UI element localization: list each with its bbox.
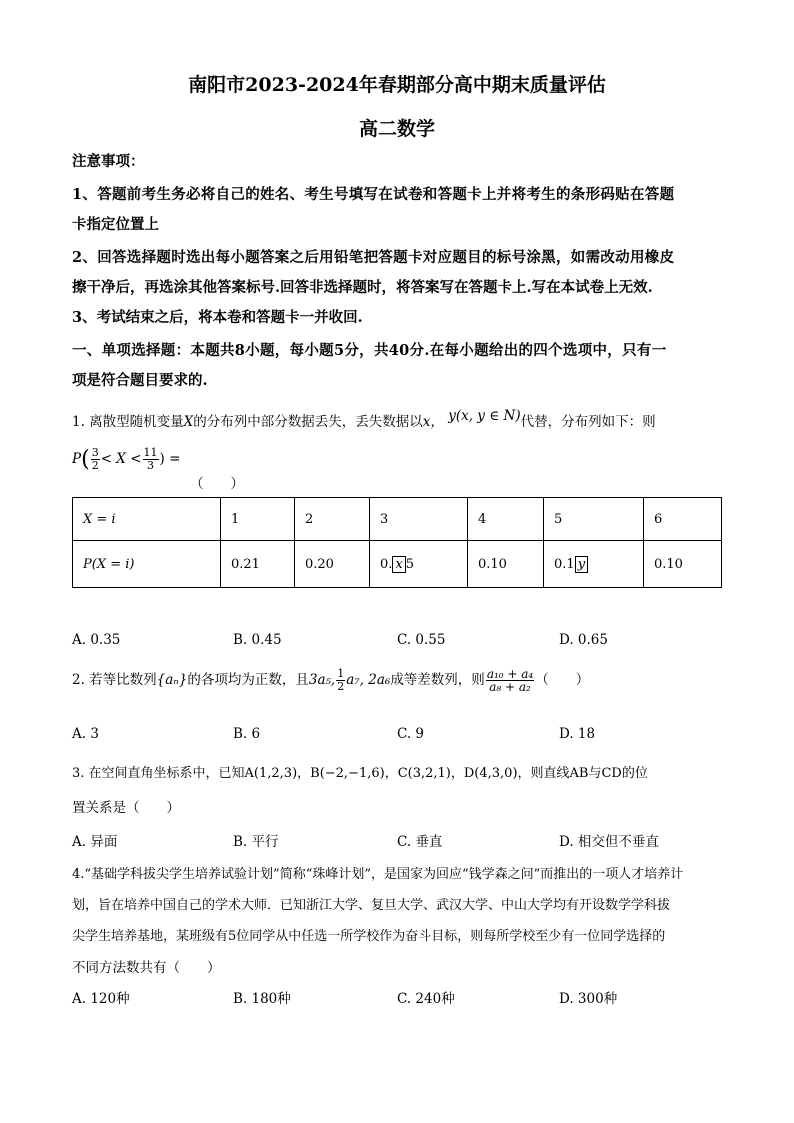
exam-subtitle: 高二数学 — [358, 118, 435, 140]
q2-half-num: 1 — [337, 667, 345, 680]
q3-option-d: D. 相交但不垂直 — [559, 834, 659, 850]
notice-item-2-line-2: 擦干净后，再选涂其他答案标号.回答非选择题时，将答案写在答题卡上.写在本试卷上无效. — [72, 279, 653, 296]
question-3-line-1: 3. 在空间直角坐标系中，已知A(1,2,3)，B(−2,−1,6)，C(3,2,1)，D(4,3,0)，则直线AB与CD的位 — [72, 766, 648, 781]
table-row — [73, 498, 722, 541]
q2-half-den: 2 — [337, 680, 345, 693]
q1-option-a: A. 0.35 — [72, 632, 121, 648]
q1-option-d: D. 0.65 — [559, 632, 608, 648]
q1-text-c: 代替，分布列如下：则 — [520, 414, 656, 430]
q1-frac-3-2 — [91, 447, 100, 472]
question-2-stem — [72, 668, 589, 693]
q2-ratio-den: a₈ + a₂ — [489, 680, 531, 694]
table-cell: 3 — [370, 498, 468, 541]
q4-option-b: B. 180种 — [233, 991, 291, 1007]
q2-text-c: 成等差数列，则 — [390, 672, 485, 688]
q2-ratio — [486, 668, 534, 693]
q1-option-b: B. 0.45 — [233, 632, 282, 648]
table-cell-missing-x — [370, 541, 468, 588]
q4-option-c: C. 240种 — [397, 991, 455, 1007]
q2-terms-b: a₇, 2a₆ — [346, 672, 391, 688]
notice-item-1-line-2: 卡指定位置上 — [72, 216, 159, 233]
question-4-line-3: 尖学生培养基地，某班级有5位同学从中任选一所学校作为奋斗目标，则每所学校至少有一位同学选择的 — [72, 929, 666, 944]
q2-option-c: C. 9 — [397, 726, 425, 742]
table-cell: 5 — [544, 498, 644, 541]
q1-option-c: C. 0.55 — [397, 632, 446, 648]
q2-option-b: B. 6 — [233, 726, 261, 742]
q1-frac1-den: 2 — [91, 459, 99, 472]
question-1-probability: P( $\frac{3}{2}$ < X < $\frac{11}{3}$ ) = — [72, 446, 181, 472]
notice-item-2-line-1: 2、回答选择题时选出每小题答案之后用铅笔把答题卡对应题目的标号涂黑，如需改动用橡皮 — [72, 249, 675, 266]
question-4-line-2: 划，旨在培养中国自己的学术大师．已知浙江大学、复旦大学、武汉大学、中山大学均有开设数学学科拔 — [72, 898, 671, 913]
q2-half — [336, 668, 345, 693]
q1-frac2-num: 11 — [143, 446, 158, 459]
q1-text-b: 的分布列中部分数据丢失，丢失数据以 — [193, 414, 423, 430]
q1-text-a: 1. 离散型随机变量 — [72, 414, 184, 430]
q1-prob-suffix: ) = — [159, 451, 181, 467]
question-4-line-4: 不同方法数共有（ ） — [72, 960, 221, 976]
q1-frac2-den: 3 — [147, 459, 155, 472]
table-cell: 6 — [644, 498, 722, 541]
q1-y-expr: y(x, y ∈ N) — [448, 408, 521, 424]
q3-option-b: B. 平行 — [233, 834, 279, 850]
table-cell: 1 — [221, 498, 295, 541]
table-row-label-x: X = i — [73, 498, 221, 541]
q2-text-a: 2. 若等比数列 — [72, 672, 157, 688]
q2-ratio-num: a₁₀ + a₄ — [486, 667, 534, 681]
q1-ineq: < X < — [100, 451, 142, 467]
section-1-line-1: 一、单项选择题：本题共8小题，每小题5分，共40分.在每小题给出的四个选项中，只有一 — [72, 342, 667, 359]
q2-option-d: D. 18 — [559, 726, 596, 742]
q3-option-a: A. 异面 — [72, 834, 118, 850]
q4-option-d: D. 300种 — [559, 991, 618, 1007]
p3-post: 5 — [405, 556, 415, 572]
p5-pre: 0.1 — [554, 556, 575, 572]
question-3-line-2: 置关系是（ ） — [72, 800, 180, 816]
p5-box: y — [575, 556, 588, 573]
q2-option-a: A. 3 — [72, 726, 99, 742]
question-4-line-1: 4.“基础学科拔尖学生培养试验计划”简称“珠峰计划”，是国家为回应“钱学森之问”而推出的一项人才培养计 — [72, 867, 684, 882]
notice-heading: 注意事项： — [72, 153, 145, 170]
question-1-stem — [72, 410, 656, 430]
table-row — [73, 541, 722, 588]
q2-blank: （ ） — [535, 672, 590, 688]
q3-option-c: C. 垂直 — [397, 834, 443, 850]
notice-item-3: 3、考试结束之后，将本卷和答题卡一并收回. — [72, 309, 363, 326]
table-cell: 0.10 — [468, 541, 544, 588]
q1-frac1-num: 3 — [91, 446, 99, 459]
q4-option-a: A. 120种 — [72, 991, 130, 1007]
table-row-label-p: P(X = i) — [73, 541, 221, 588]
p3-box: x — [392, 556, 405, 573]
q1-answer-blank: （ ） — [190, 476, 244, 492]
table-cell: 2 — [295, 498, 370, 541]
q1-var-x: X — [183, 414, 194, 430]
notice-item-1-line-1: 1、答题前考生务必将自己的姓名、考生号填写在试卷和答题卡上并将考生的条形码贴在答题 — [72, 186, 675, 203]
table-cell: 4 — [468, 498, 544, 541]
table-cell: 0.10 — [644, 541, 722, 588]
q1-x-symbol: x， — [422, 414, 444, 430]
q2-seq: {aₙ} — [156, 672, 188, 688]
q1-frac-11-3 — [143, 447, 159, 472]
section-1-line-2: 项是符合题目要求的. — [72, 372, 208, 389]
q2-text-b: 的各项均为正数，且 — [187, 672, 309, 688]
table-cell: 0.20 — [295, 541, 370, 588]
p3-pre: 0. — [380, 556, 393, 572]
distribution-table — [72, 497, 722, 588]
table-cell: 0.21 — [221, 541, 295, 588]
q1-prob-prefix: P — [72, 451, 82, 467]
table-cell-missing-y — [544, 541, 644, 588]
exam-title: 南阳市2023-2024年春期部分高中期末质量评估 — [188, 74, 606, 96]
q2-terms-a: 3a₅, — [308, 672, 336, 688]
